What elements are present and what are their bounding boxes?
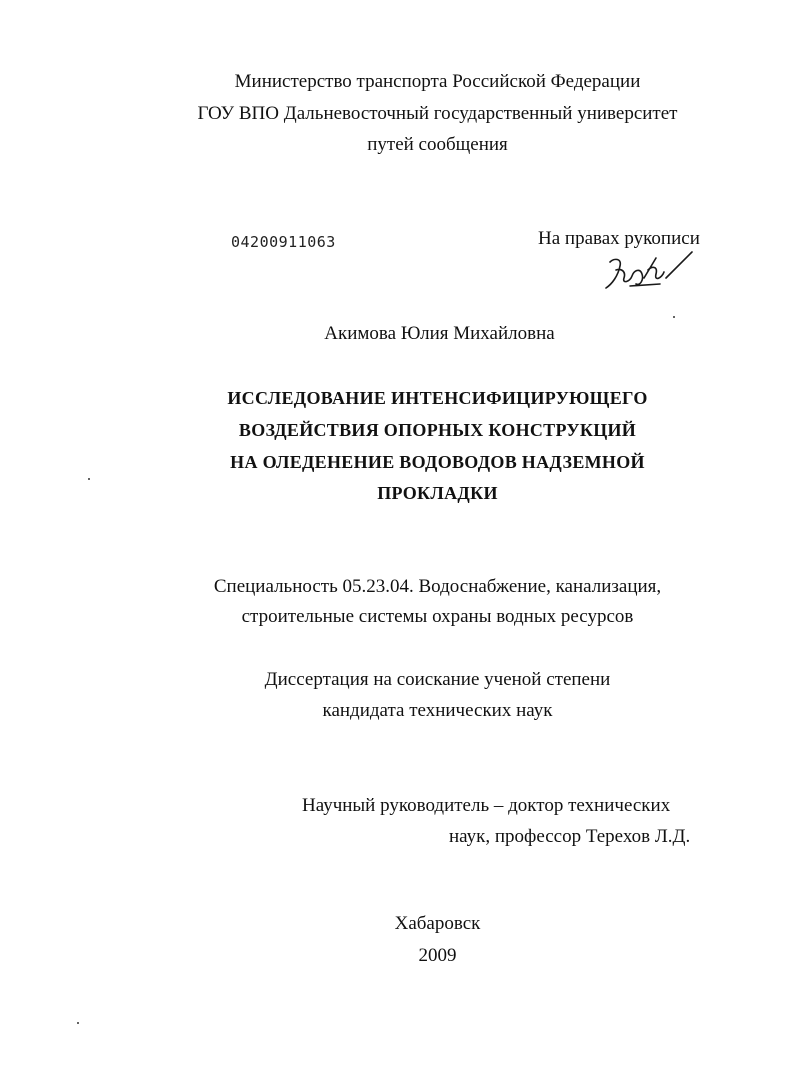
thesis-title-line: НА ОЛЕДЕНЕНИЕ ВОДОВОДОВ НАДЗЕМНОЙ — [230, 452, 645, 472]
dissertation-line: Диссертация на соискание ученой степени — [264, 669, 611, 690]
scan-speck — [88, 478, 90, 480]
city: Хабаровск — [394, 913, 481, 934]
year: 2009 — [418, 945, 457, 966]
ministry-heading: Министерство транспорта Российской Федерации — [234, 71, 641, 92]
thesis-title-line: ВОЗДЕЙСТВИЯ ОПОРНЫХ КОНСТРУКЦИЙ — [238, 420, 637, 440]
scan-speck — [77, 1022, 79, 1024]
supervisor-line: наук, профессор Терехов Л.Д. — [449, 826, 691, 847]
scan-speck — [673, 316, 675, 318]
university-heading-line2: путей сообщения — [367, 134, 508, 155]
specialty-line: Специальность 05.23.04. Водоснабжение, канализация, — [213, 576, 662, 597]
supervisor-line: Научный руководитель – доктор технических — [302, 795, 671, 816]
document-number: 04200911063 — [231, 233, 336, 251]
specialty-line: строительные системы охраны водных ресурсов — [241, 606, 634, 627]
handwritten-signature — [600, 248, 700, 296]
thesis-title-line: ПРОКЛАДКИ — [377, 483, 498, 503]
thesis-title-line: ИССЛЕДОВАНИЕ ИНТЕНСИФИЦИРУЮЩЕГО — [227, 388, 648, 408]
dissertation-line: кандидата технических наук — [322, 700, 553, 721]
rights-notice: На правах рукописи — [538, 228, 700, 249]
university-heading: ГОУ ВПО Дальневосточный государственный университет — [197, 103, 678, 124]
author-name: Акимова Юлия Михайловна — [324, 323, 555, 344]
